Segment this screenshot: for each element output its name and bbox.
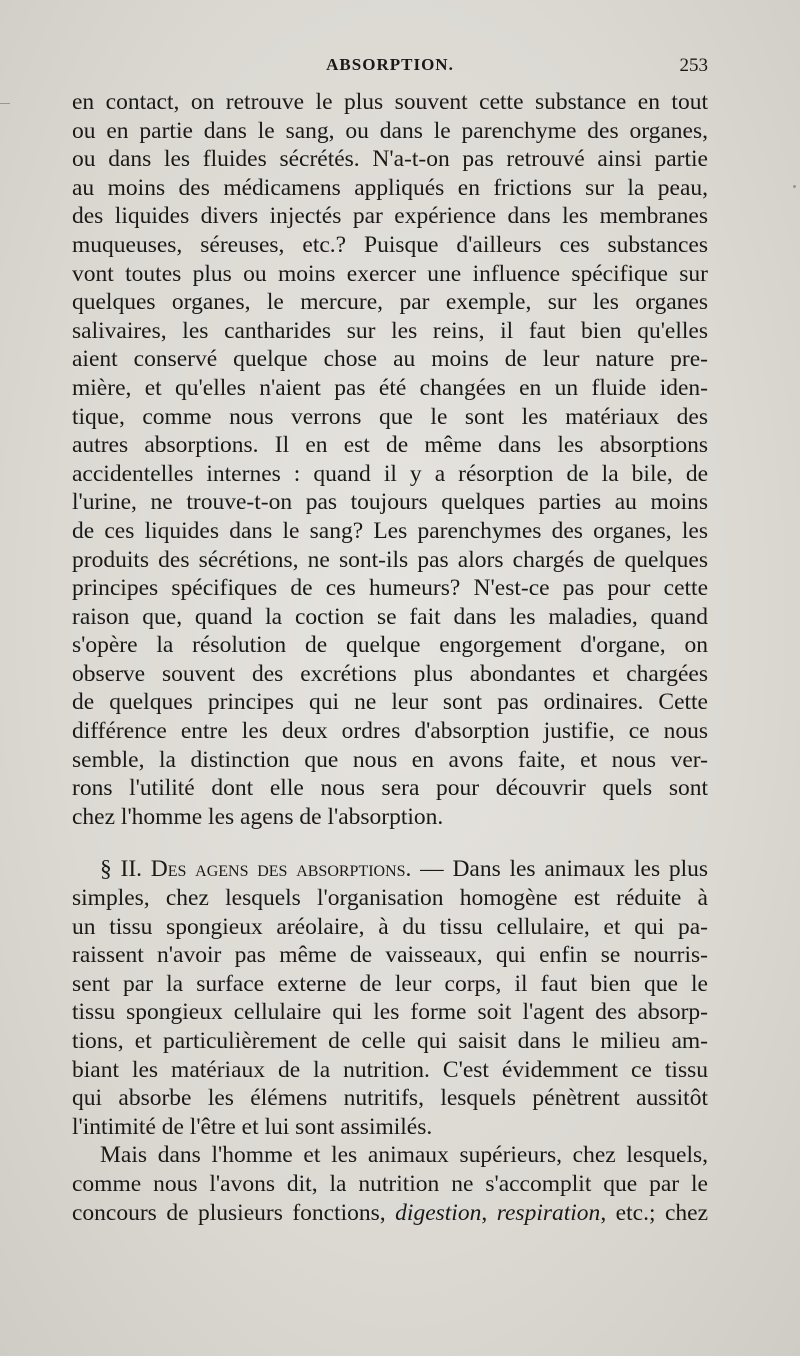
section-heading-dash: — (411, 856, 453, 883)
margin-mark-right (793, 185, 796, 188)
text-line: sent par la surface externe de leur corps, il faut bien que le (72, 970, 708, 997)
section-paragraph (72, 855, 708, 1141)
text-line: produits des sécrétions, ne sont-ils pas alors chargés de quelques (72, 546, 708, 573)
text-line: de ces liquides dans le sang? Les parenchymes des organes, les (72, 517, 708, 544)
body-text (72, 88, 708, 1227)
text-line: rons l'utilité dont elle nous sera pour découvrir quels sont (72, 775, 708, 802)
text-line: au moins des médicamens appliqués en frictions sur la peau, (72, 174, 708, 201)
text-line: aient conservé quelque chose au moins de leur nature pre- (72, 346, 708, 373)
text-line: un tissu spongieux aréolaire, à du tissu cellulaire, et qui pa- (72, 913, 708, 940)
text-line: tions, et particulièrement de celle qui saisit dans le milieu am- (72, 1028, 708, 1054)
text-line: comme nous l'avons dit, la nutrition ne s'accomplit que par le (72, 1170, 708, 1197)
text-fragment: concours de plusieurs fonctions, (72, 1199, 396, 1226)
text-line: ou dans les fluides sécrétés. N'a-t-on pas retrouvé ainsi partie (72, 146, 708, 173)
text-line: tique, comme nous verrons que le sont les matériaux des (72, 403, 708, 430)
text-line: l'intimité de l'être et lui sont assimilés. (72, 1113, 433, 1140)
text-line: s'opère la résolution de quelque engorgement d'organe, on (72, 632, 708, 659)
section-heading-prefix: § II. D (100, 856, 168, 883)
text-line: accidentelles internes : quand il y a résorption de la bile, de (72, 460, 708, 487)
text-line: tissu spongieux cellulaire qui les forme soit l'agent des absorp- (72, 999, 708, 1026)
text-line: raissent n'avoir pas même de vaisseaux, qui enfin se nourris- (72, 942, 708, 969)
paragraph-1 (72, 88, 708, 831)
italic-term-respiration: respiration (496, 1199, 601, 1226)
section-heading-line (72, 855, 708, 884)
section-heading (100, 856, 411, 882)
text-line: raison que, quand la coction se fait dans les maladies, quand (72, 603, 708, 630)
text-line: qui absorbe les élémens nutritifs, lesquels pénètrent aussitôt (72, 1085, 708, 1112)
running-title: ABSORPTION. (326, 55, 454, 74)
text-line: autres absorptions. Il en est de même dans les absorptions (72, 432, 708, 459)
text-line-final (72, 1199, 708, 1228)
text-line: mière, et qu'elles n'aient pas été changées en un fluide iden- (72, 374, 708, 401)
text-line: muqueuses, séreuses, etc.? Puisque d'ailleurs ces substances (72, 231, 708, 258)
page-header (70, 55, 710, 85)
text-line: l'urine, ne trouve-t-on pas toujours quelques parties au moins (72, 489, 708, 516)
text-line: biant les matériaux de la nutrition. C'est évidemment ce tissu (72, 1056, 708, 1083)
text-fragment: , etc.; chez (600, 1199, 709, 1226)
text-line: principes spécifiques de ces humeurs? N'est-ce pas pour cette (72, 575, 708, 602)
text-line: simples, chez lesquels l'organisation homogène est réduite à (72, 885, 708, 912)
text-line: différence entre les deux ordres d'absorption justifie, ce nous (72, 718, 708, 745)
text-line: salivaires, les cantharides sur les reins, il faut bien qu'elles (72, 317, 708, 344)
text-line: Mais dans l'homme et les animaux supérieurs, chez lesquels, (100, 1142, 708, 1169)
text-line: vont toutes plus ou moins exercer une influence spécifique sur (72, 260, 708, 287)
text-line: chez l'homme les agens de l'absorption. (72, 803, 444, 830)
text-line: de quelques principes qui ne leur sont pas ordinaires. Cette (72, 689, 708, 716)
text-line: quelques organes, le mercure, par exemple, sur les organes (72, 289, 708, 316)
page-number: 253 (679, 55, 708, 76)
text-fragment: , (481, 1199, 497, 1226)
paragraph-3 (72, 1141, 708, 1227)
text-line: des liquides divers injectés par expérience dans les membranes (72, 203, 708, 230)
text-line: observe souvent des excrétions plus abondantes et chargées (72, 660, 708, 687)
section-gap (72, 831, 708, 855)
text-line: ou en partie dans le sang, ou dans le parenchyme des organes, (72, 117, 708, 144)
section-heading-title: es agens des absorptions. (167, 856, 412, 883)
text-fragment: Dans les animaux les plus (452, 856, 709, 883)
italic-term-digestion: digestion (395, 1199, 482, 1226)
text-line: semble, la distinction que nous en avons faite, et nous ver- (72, 746, 708, 773)
text-line: en contact, on retrouve le plus souvent cette substance en tout (72, 89, 708, 115)
margin-mark-left (0, 103, 10, 104)
